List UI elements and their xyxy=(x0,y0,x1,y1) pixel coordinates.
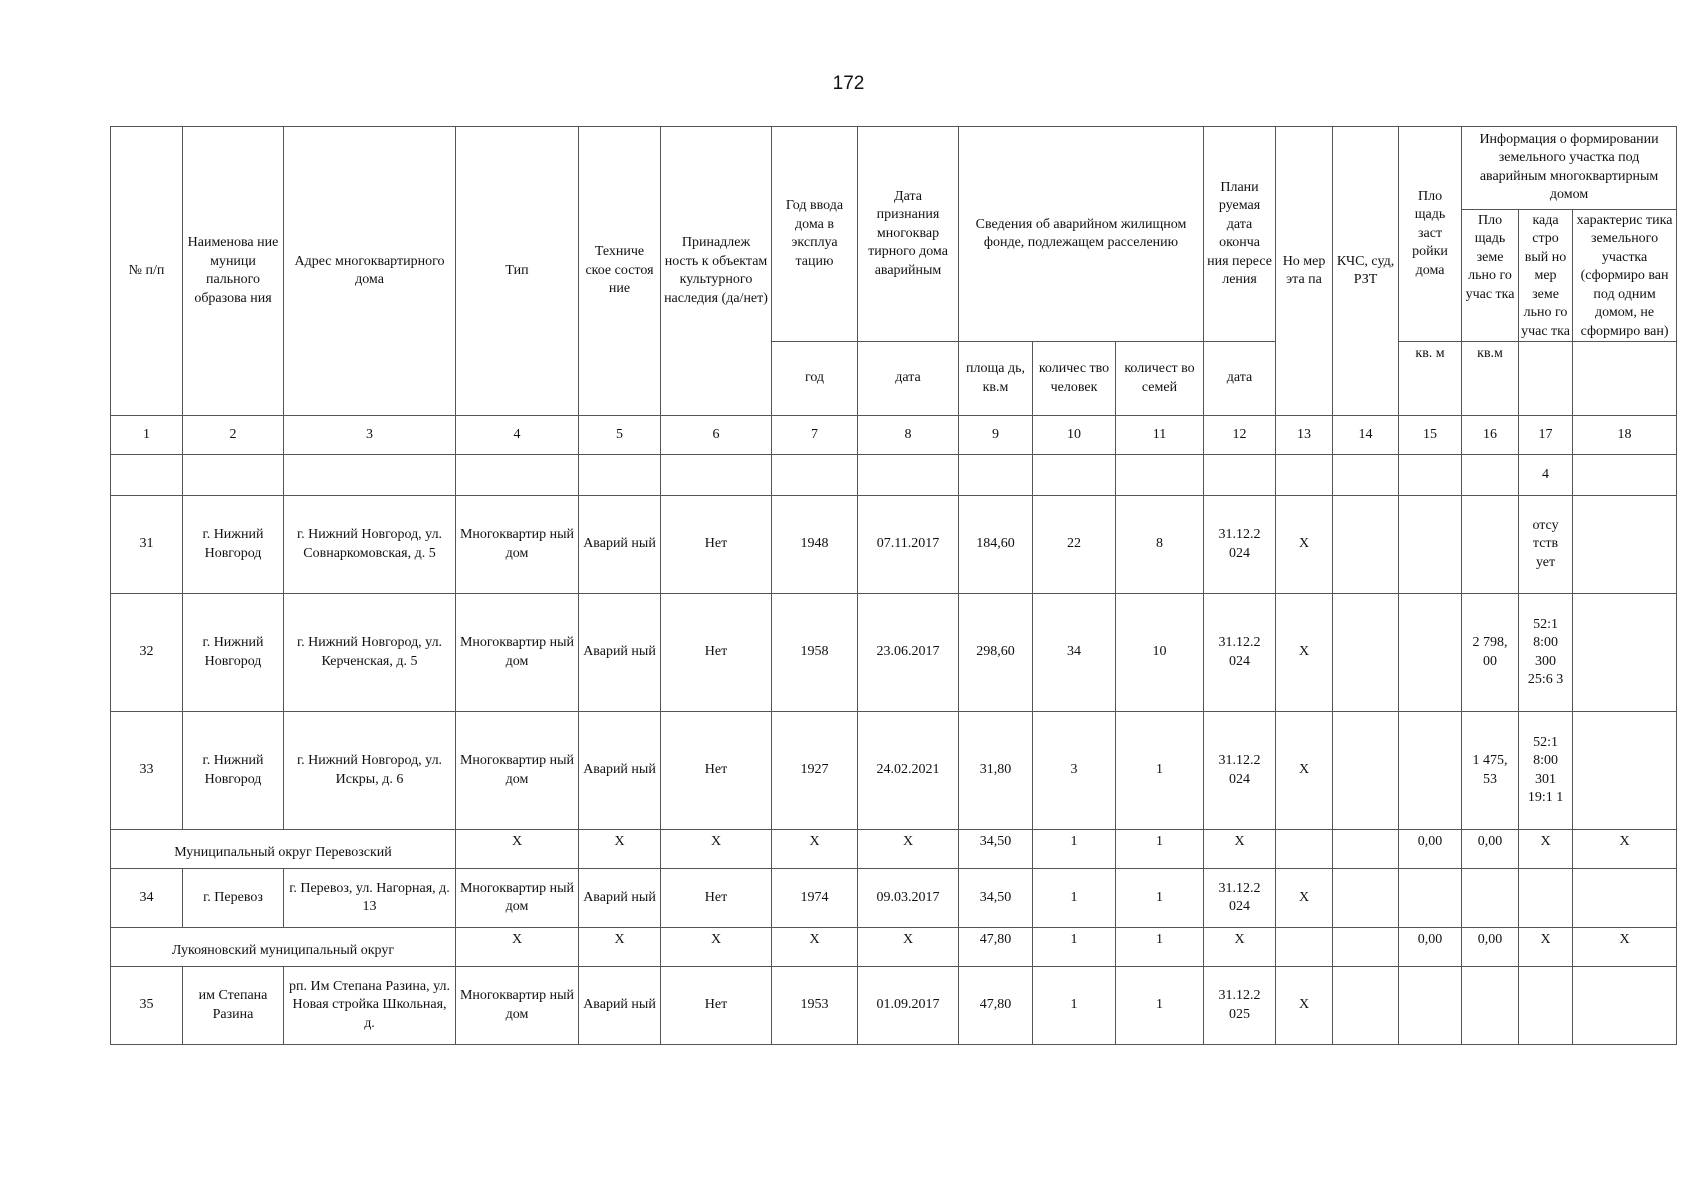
header-stage-number: Но мер эта па xyxy=(1276,127,1333,416)
row-date: 23.06.2017 xyxy=(858,594,959,712)
header-municipality: Наименова ние муници пального образова ния xyxy=(183,127,284,416)
row-heritage: Нет xyxy=(661,496,772,594)
row-year: 1948 xyxy=(772,496,858,594)
header-heritage: Принадлеж ность к объектам культурного наследия (да/нет) xyxy=(661,127,772,416)
row-number: 35 xyxy=(111,967,183,1045)
row-people: 22 xyxy=(1033,496,1116,594)
row-plot-characteristic xyxy=(1573,712,1677,830)
col-num-7: 7 xyxy=(772,416,858,455)
row-address: г. Перевоз, ул. Нагорная, д. 13 xyxy=(284,869,456,928)
continuation-cadastral: 4 xyxy=(1519,455,1573,496)
row-plan-date: 31.12.2 024 xyxy=(1204,594,1276,712)
subtotal-heritage: X xyxy=(661,830,772,869)
page-number: 172 xyxy=(832,73,865,94)
row-families: 8 xyxy=(1116,496,1204,594)
row-plan-date: 31.12.2 024 xyxy=(1204,496,1276,594)
subtotal-plan-date: X xyxy=(1204,830,1276,869)
row-number: 33 xyxy=(111,712,183,830)
row-stage: X xyxy=(1276,967,1333,1045)
row-kchs xyxy=(1333,869,1399,928)
subtotal-plot-characteristic: X xyxy=(1573,928,1677,967)
row-date: 24.02.2021 xyxy=(858,712,959,830)
header-land-plot-title: Информация о формировании земельного участка под аварийным многоквартирным домом xyxy=(1479,131,1659,202)
row-date: 09.03.2017 xyxy=(858,869,959,928)
row-cadastral xyxy=(1519,869,1573,928)
col-num-9: 9 xyxy=(959,416,1033,455)
row-heritage: Нет xyxy=(661,594,772,712)
row-year: 1927 xyxy=(772,712,858,830)
subtotal-plot-area: 0,00 xyxy=(1462,830,1519,869)
row-kchs xyxy=(1333,967,1399,1045)
header-number: № п/п xyxy=(111,127,183,416)
row-number: 32 xyxy=(111,594,183,712)
col-num-15: 15 xyxy=(1399,416,1462,455)
subtotal-stage xyxy=(1276,928,1333,967)
col-num-11: 11 xyxy=(1116,416,1204,455)
row-people: 1 xyxy=(1033,967,1116,1045)
row-build-area xyxy=(1399,869,1462,928)
col-num-18: 18 xyxy=(1573,416,1677,455)
subtotal-type: X xyxy=(456,830,579,869)
row-build-area xyxy=(1399,712,1462,830)
row-year: 1953 xyxy=(772,967,858,1045)
col-num-10: 10 xyxy=(1033,416,1116,455)
row-stage: X xyxy=(1276,712,1333,830)
row-cadastral: 52:1 8:00 300 25:6 3 xyxy=(1519,594,1573,712)
subtotal-year: X xyxy=(772,830,858,869)
subtotal-plan-date: X xyxy=(1204,928,1276,967)
header-unit-date: дата xyxy=(858,342,959,416)
table-row xyxy=(111,712,1677,830)
row-build-area xyxy=(1399,967,1462,1045)
subtotal-condition: X xyxy=(579,928,661,967)
subtotal-area: 34,50 xyxy=(959,830,1033,869)
header-planned-date: Плани руемая дата оконча ния пересе ления xyxy=(1204,127,1276,342)
header-unit-area: площа дь, кв.м xyxy=(959,342,1033,416)
row-build-area xyxy=(1399,496,1462,594)
row-area: 47,80 xyxy=(959,967,1033,1045)
continuation-row xyxy=(111,455,1677,496)
row-condition: Аварий ный xyxy=(579,869,661,928)
row-plan-date: 31.12.2 024 xyxy=(1204,869,1276,928)
row-date: 07.11.2017 xyxy=(858,496,959,594)
row-build-area xyxy=(1399,594,1462,712)
row-condition: Аварий ный xyxy=(579,496,661,594)
column-numbers-row xyxy=(111,416,1677,455)
row-area: 298,60 xyxy=(959,594,1033,712)
row-municipality: г. Нижний Новгород xyxy=(183,594,284,712)
subtotal-people: 1 xyxy=(1033,928,1116,967)
subtotal-label: Лукояновский муниципальный округ xyxy=(111,928,456,967)
row-type: Многоквартир ный дом xyxy=(456,496,579,594)
row-municipality: им Степана Разина xyxy=(183,967,284,1045)
row-number: 34 xyxy=(111,869,183,928)
row-cadastral: 52:1 8:00 301 19:1 1 xyxy=(1519,712,1573,830)
header-address: Адрес многоквартирного дома xyxy=(284,127,456,416)
subtotal-heritage: X xyxy=(661,928,772,967)
row-heritage: Нет xyxy=(661,712,772,830)
col-num-1: 1 xyxy=(111,416,183,455)
row-municipality: г. Перевоз xyxy=(183,869,284,928)
row-condition: Аварий ный xyxy=(579,967,661,1045)
row-type: Многоквартир ный дом xyxy=(456,712,579,830)
subtotal-cadastral: X xyxy=(1519,928,1573,967)
subtotal-stage xyxy=(1276,830,1333,869)
row-families: 1 xyxy=(1116,967,1204,1045)
subtotal-row xyxy=(111,830,1677,869)
header-type: Тип xyxy=(456,127,579,416)
row-area: 34,50 xyxy=(959,869,1033,928)
col-num-6: 6 xyxy=(661,416,772,455)
row-plot-area xyxy=(1462,869,1519,928)
header-unit-families: количест во семей xyxy=(1116,342,1204,416)
row-people: 3 xyxy=(1033,712,1116,830)
row-plot-characteristic xyxy=(1573,869,1677,928)
col-num-3: 3 xyxy=(284,416,456,455)
row-plot-characteristic xyxy=(1573,967,1677,1045)
row-cadastral: отсу тств ует xyxy=(1519,496,1573,594)
header-plot-area: Пло щадь земе льно го учас тка xyxy=(1462,210,1519,342)
row-plot-area: 1 475, 53 xyxy=(1462,712,1519,830)
col-num-4: 4 xyxy=(456,416,579,455)
row-stage: X xyxy=(1276,594,1333,712)
row-number: 31 xyxy=(111,496,183,594)
row-condition: Аварий ный xyxy=(579,594,661,712)
subtotal-date: X xyxy=(858,928,959,967)
col-num-13: 13 xyxy=(1276,416,1333,455)
subtotal-families: 1 xyxy=(1116,928,1204,967)
header-cadastral-number: када стро вый но мер земе льно го учас тка xyxy=(1519,210,1573,342)
row-address: рп. Им Степана Разина, ул. Новая стройка Школьная, д. xyxy=(284,967,456,1045)
subtotal-row xyxy=(111,928,1677,967)
row-families: 1 xyxy=(1116,712,1204,830)
row-date: 01.09.2017 xyxy=(858,967,959,1045)
row-plan-date: 31.12.2 024 xyxy=(1204,712,1276,830)
row-address: г. Нижний Новгород, ул. Совнаркомовская, д. 5 xyxy=(284,496,456,594)
subtotal-plot-area: 0,00 xyxy=(1462,928,1519,967)
table-row xyxy=(111,594,1677,712)
row-plot-characteristic xyxy=(1573,496,1677,594)
row-people: 1 xyxy=(1033,869,1116,928)
subtotal-type: X xyxy=(456,928,579,967)
header-unit-people: количес тво человек xyxy=(1033,342,1116,416)
col-num-17: 17 xyxy=(1519,416,1573,455)
subtotal-cadastral: X xyxy=(1519,830,1573,869)
header-unit-cadastral xyxy=(1519,342,1573,416)
col-num-16: 16 xyxy=(1462,416,1519,455)
header-row-1 xyxy=(111,127,1677,342)
table-row xyxy=(111,869,1677,928)
row-plan-date: 31.12.2 025 xyxy=(1204,967,1276,1045)
row-families: 10 xyxy=(1116,594,1204,712)
col-num-2: 2 xyxy=(183,416,284,455)
row-type: Многоквартир ный дом xyxy=(456,967,579,1045)
header-condition: Техниче ское состоя ние xyxy=(579,127,661,416)
subtotal-build-area: 0,00 xyxy=(1399,830,1462,869)
subtotal-kchs xyxy=(1333,928,1399,967)
subtotal-year: X xyxy=(772,928,858,967)
col-num-8: 8 xyxy=(858,416,959,455)
row-plot-area: 2 798, 00 xyxy=(1462,594,1519,712)
row-year: 1958 xyxy=(772,594,858,712)
header-unit-characteristic xyxy=(1573,342,1677,416)
row-area: 31,80 xyxy=(959,712,1033,830)
row-address: г. Нижний Новгород, ул. Искры, д. 6 xyxy=(284,712,456,830)
col-num-14: 14 xyxy=(1333,416,1399,455)
table-row xyxy=(111,967,1677,1045)
header-resettlement-info: Сведения об аварийном жилищном фонде, подлежащем расселению xyxy=(959,127,1204,342)
row-stage: X xyxy=(1276,869,1333,928)
subtotal-people: 1 xyxy=(1033,830,1116,869)
header-recognition-date: Дата признания многоквар тирного дома аварийным xyxy=(858,127,959,342)
subtotal-kchs xyxy=(1333,830,1399,869)
row-kchs xyxy=(1333,496,1399,594)
row-plot-area xyxy=(1462,967,1519,1045)
header-unit-year: год xyxy=(772,342,858,416)
header-land-plot-info xyxy=(1462,127,1677,342)
header-unit-build-area: кв. м xyxy=(1399,342,1462,416)
row-kchs xyxy=(1333,712,1399,830)
header-plot-characteristic: характерис тика земельного участка (сформиро ван под одним домом, не сформиро ван) xyxy=(1576,212,1673,339)
header-land-plot-subcolumns xyxy=(1462,209,1676,342)
header-unit-plot-area: кв.м xyxy=(1462,342,1519,416)
subtotal-families: 1 xyxy=(1116,830,1204,869)
header-unit-plan-date: дата xyxy=(1204,342,1276,416)
table-row xyxy=(111,496,1677,594)
header-build-area: Пло щадь заст ройки дома xyxy=(1399,127,1462,342)
row-area: 184,60 xyxy=(959,496,1033,594)
subtotal-condition: X xyxy=(579,830,661,869)
subtotal-build-area: 0,00 xyxy=(1399,928,1462,967)
row-plot-characteristic xyxy=(1573,594,1677,712)
row-condition: Аварий ный xyxy=(579,712,661,830)
row-stage: X xyxy=(1276,496,1333,594)
row-heritage: Нет xyxy=(661,869,772,928)
row-families: 1 xyxy=(1116,869,1204,928)
emergency-housing-table xyxy=(110,126,1677,1045)
row-kchs xyxy=(1333,594,1399,712)
row-cadastral xyxy=(1519,967,1573,1045)
header-kchs: КЧС, суд, РЗТ xyxy=(1333,127,1399,416)
row-people: 34 xyxy=(1033,594,1116,712)
row-heritage: Нет xyxy=(661,967,772,1045)
subtotal-plot-characteristic: X xyxy=(1573,830,1677,869)
row-municipality: г. Нижний Новгород xyxy=(183,712,284,830)
header-commission-year: Год ввода дома в эксплуа тацию xyxy=(772,127,858,342)
row-type: Многоквартир ный дом xyxy=(456,594,579,712)
col-num-12: 12 xyxy=(1204,416,1276,455)
row-address: г. Нижний Новгород, ул. Керченская, д. 5 xyxy=(284,594,456,712)
row-type: Многоквартир ный дом xyxy=(456,869,579,928)
row-plot-area xyxy=(1462,496,1519,594)
row-municipality: г. Нижний Новгород xyxy=(183,496,284,594)
subtotal-date: X xyxy=(858,830,959,869)
subtotal-area: 47,80 xyxy=(959,928,1033,967)
col-num-5: 5 xyxy=(579,416,661,455)
subtotal-label: Муниципальный округ Перевозский xyxy=(111,830,456,869)
row-year: 1974 xyxy=(772,869,858,928)
